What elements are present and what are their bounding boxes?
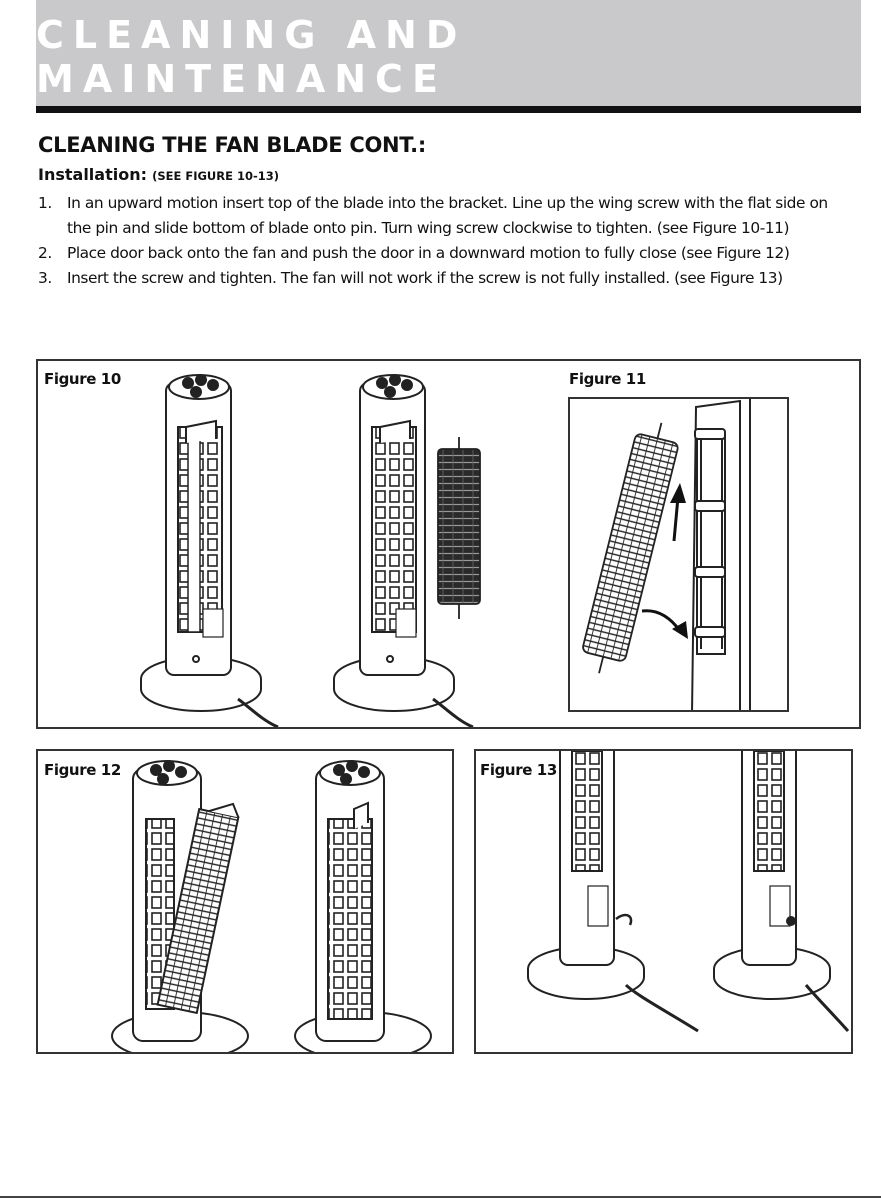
figure-13-label: Figure 13	[480, 761, 557, 779]
step-text: Insert the screw and tighten. The fan will not work if the screw is not fully installed. (see Figure 13)	[67, 269, 783, 287]
figure-11-illustration	[570, 399, 789, 712]
step-text: In an upward motion insert top of the blade into the bracket. Line up the wing screw with the flat side on the pin and slide bottom of blade onto pin. Turn wing screw clockwise to tighten. (see Figure 10-11)	[67, 194, 828, 237]
installation-line	[38, 165, 279, 184]
fan-blade-illustration	[578, 418, 683, 679]
tower-fan-illustration	[295, 761, 431, 1052]
header-banner	[36, 0, 861, 113]
step-text: Place door back onto the fan and push the door in a downward motion to fully close (see Figure 12)	[67, 244, 790, 262]
tower-fan-illustration	[112, 761, 248, 1052]
tower-fan-illustration	[141, 375, 278, 727]
step-item	[38, 266, 850, 291]
step-item	[38, 241, 850, 266]
page-title: CLEANING AND MAINTENANCE	[36, 13, 467, 101]
figure-13-panel	[474, 749, 853, 1054]
figure-12-panel	[36, 749, 454, 1054]
installation-figure-ref: (SEE FIGURE 10-13)	[152, 169, 280, 183]
arrow-up-icon	[670, 483, 686, 541]
section-heading: CLEANING THE FAN BLADE CONT.:	[38, 133, 426, 157]
installation-label: Installation:	[38, 165, 147, 184]
fan-blade-illustration	[438, 437, 480, 619]
step-item	[38, 191, 850, 241]
tower-fan-illustration	[528, 751, 698, 1031]
figure-10-illustration	[38, 361, 538, 727]
bottom-rule	[0, 1196, 881, 1198]
arrow-curved-icon	[642, 611, 688, 639]
tower-fan-illustration	[714, 751, 848, 1031]
figure-10-label: Figure 10	[44, 370, 121, 388]
step-number: 3.	[38, 269, 52, 287]
figure-10-11-panel	[36, 359, 861, 729]
figure-13-illustration	[476, 751, 851, 1052]
installation-steps	[38, 191, 850, 291]
step-number: 1.	[38, 194, 52, 212]
figure-11-label: Figure 11	[569, 370, 646, 388]
step-number: 2.	[38, 244, 52, 262]
figure-12-illustration	[38, 751, 452, 1052]
figure-12-label: Figure 12	[44, 761, 121, 779]
figure-11-inset	[568, 397, 789, 712]
